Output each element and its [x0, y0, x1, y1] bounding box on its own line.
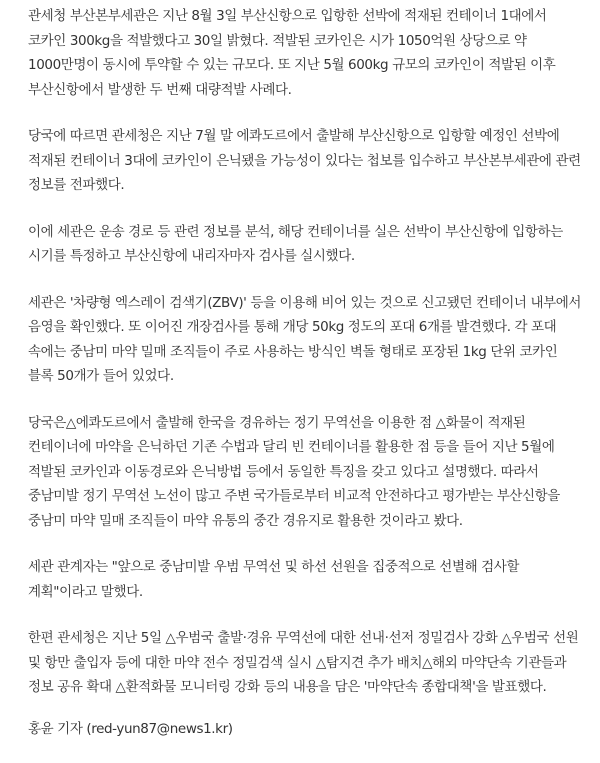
article-paragraph: 세관은 '차량형 엑스레이 검색기(ZBV)' 등을 이용해 비어 있는 것으로 신고됐던 컨테이너 내부에서 음영을 확인했다. 또 이어진 개장검사를 통해 개당 50kg 정도의 포대 6개를 발견했다. 각 포대 속에는 중남미 마약 밀매 조직들이 주로 사용하는 방식인 벽돌 형태로 포장된 1kg 단위 코카인 블록 50개가 들어 있었다. [28, 294, 582, 384]
byline: 홍윤 기자 (red-yun87@news1.kr) [28, 720, 233, 737]
article-paragraph: 한편 관세청은 지난 5일 △우범국 출발·경유 무역선에 대한 선내·선저 정밀검사 강화 △우범국 선원 및 항만 출입자 등에 대한 마약 전수 정밀검색 실시 △탐지견 추가 배치△해외 마약단속 기관들과 정보 공유 확대 △환적화물 모니터링 강화 등의 내용을 담은 '마약단속 종합대책'을 발표했다. [28, 630, 579, 695]
article-paragraph: 당국은△에콰도르에서 출발해 한국을 경유하는 정기 무역선을 이용한 점 △화물이 적재된 컨테이너에 마약을 은닉하던 기존 수법과 달리 빈 컨테이너를 활용한 점 등을 들어 지난 5월에 적발된 코카인과 이동경로와 은닉방법 등에서 동일한 특징을 갖고 있다고 설명했다. 따라서 중남미발 정기 무역선 노선이 많고 주변 국가들로부터 비교적 안전하다고 평가받는 부산신항을 중남미 마약 밀매 조직들이 마약 유통의 중간 경유지로 활용한 것이라고 봤다. [28, 414, 560, 529]
article-paragraph: 관세청 부산본부세관은 지난 8월 3일 부산신항으로 입항한 선박에 적재된 컨테이너 1대에서 코카인 300kg을 적발했다고 30일 밝혔다. 적발된 코카인은 시가 1050억원 상당으로 약 1000만명이 동시에 투약할 수 있는 규모다. 또 지난 5월 600kg 규모의 코카인이 적발된 이후 부산신항에서 발생한 두 번째 대량적발 사례다. [28, 8, 556, 98]
article-paragraph: 당국에 따르면 관세청은 지난 7월 말 에콰도르에서 출발해 부산신항으로 입항할 예정인 선박에 적재된 컨테이너 3대에 코카인이 은닉됐을 가능성이 있다는 첩보를 입수하고 부산본부세관에 관련 정보를 전파했다. [28, 128, 581, 193]
article-paragraph: 이에 세관은 운송 경로 등 관련 정보를 분석, 해당 컨테이너를 실은 선박이 부산신항에 입항하는 시기를 특정하고 부산신항에 내리자마자 검사를 실시했다. [28, 223, 563, 264]
article-paragraph: 세관 관계자는 "앞으로 중남미발 우범 무역선 및 하선 선원을 집중적으로 선별해 검사할 계획"이라고 말했다. [28, 559, 520, 600]
article-body [28, 4, 586, 763]
